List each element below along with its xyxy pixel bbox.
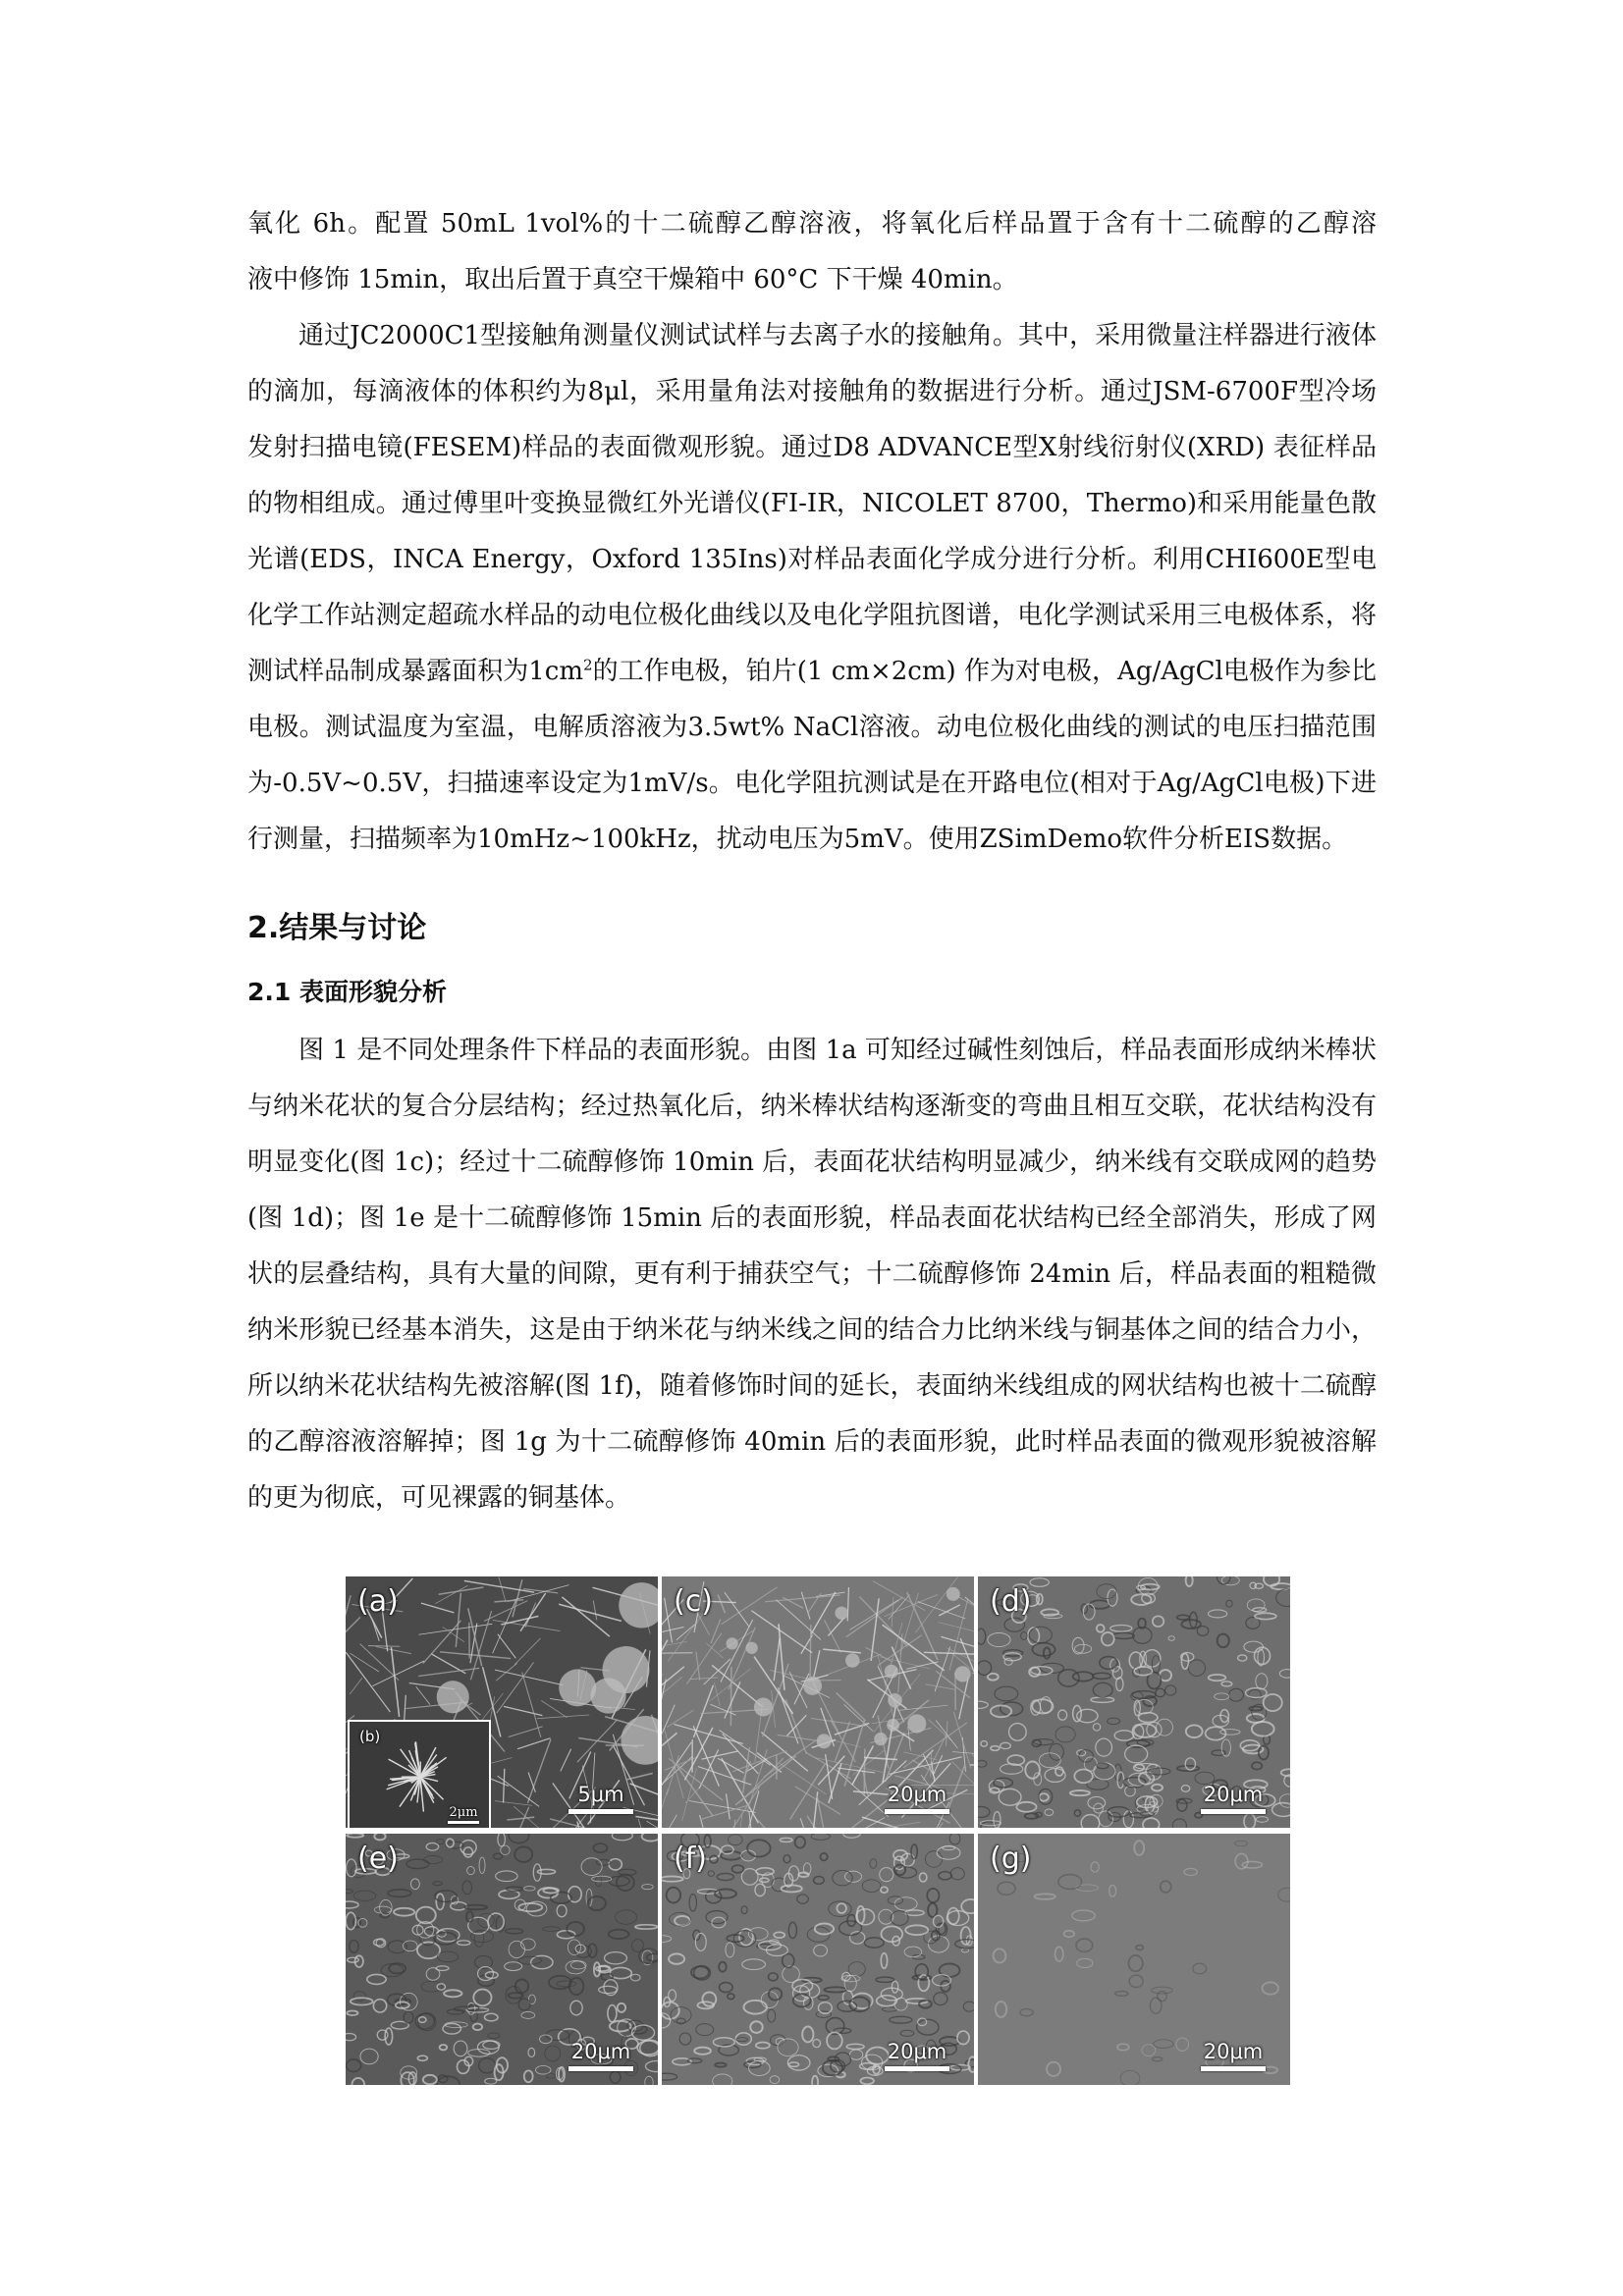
scale-line-a	[568, 1809, 633, 1814]
sem-panel-d	[978, 1576, 1290, 1828]
panel-label-d: (d)	[990, 1584, 1032, 1619]
scale-text-a: 5μm	[577, 1783, 624, 1806]
sem-panel-f	[662, 1834, 974, 2085]
sem-panel-g	[978, 1834, 1290, 2085]
scale-text-g: 20μm	[1203, 2040, 1264, 2063]
results-paragraph: 图 1 是不同处理条件下样品的表面形貌。由图 1a 可知经过碱性刻蚀后，样品表面形成纳米棒状与纳米花状的复合分层结构；经过热氧化后，纳米棒状结构逐渐变的弯曲且相互交联，花状结构没有明显变化(图 1c)；经过十二硫醇修饰 10min 后，表面花状结构明显减少，纳米线有交联成网的趋势(图 1d)；图 1e 是十二硫醇修饰 15min 后的表面形貌，样品表面花状结构已经全部消失，形成了网状的层叠结构，具有大量的间隙，更有利于捕获空气；十二硫醇修饰 24min 后，样品表面的粗糙微纳米形貌已经基本消失，这是由于纳米花与纳米线之间的结合力比纳米线与铜基体之间的结合力小，所以纳米花状结构先被溶解(图 1f)，随着修饰时间的延长，表面纳米线组成的网状结构也被十二硫醇的乙醇溶液溶解掉；图 1g 为十二硫醇修饰 40min 后的表面形貌，此时样品表面的微观形貌被溶解的更为彻底，可见裸露的铜基体。	[247, 1036, 1377, 1513]
scale-bar-f	[878, 2040, 956, 2071]
methods-text-b: 的工作电极，铂片(1 cm×2cm) 作为对电极，Ag/AgCl电极作为参比电极。测试温度为室温，电解质溶液为3.5wt% NaCl溶液。动电位极化曲线的测试的电压扫描范围为-0.5V~0.5V，扫描速率设定为1mV/s。电化学阻抗测试是在开路电位(相对于Ag/AgCl电极)下进行测量，扫描频率为10mHz~100kHz，扰动电压为5mV。使用ZSimDemo软件分析EIS数据。	[247, 657, 1377, 854]
paragraph-3	[247, 1023, 1377, 1526]
scale-line-b	[448, 1821, 479, 1824]
scale-text-d: 20μm	[1203, 1783, 1264, 1806]
methods-text-a: 通过JC2000C1型接触角测量仪测试试样与去离子水的接触角。其中，采用微量注样器进行液体的滴加，每滴液体的体积约为8μl，采用量角法对接触角的数据进行分析。通过JSM-6700F型冷场发射扫描电镜(FESEM)样品的表面微观形貌。通过D8 ADVANCE型X射线衍射仪(XRD) 表征样品的物相组成。通过傅里叶变换显微红外光谱仪(FI-IR，NICOLET 8700，Thermo)和采用能量色散光谱(EDS，INCA Energy，Oxford 135Ins)对样品表面化学成分进行分析。利用CHI600E型电化学工作站测定超疏水样品的动电位极化曲线以及电化学阻抗图谱，电化学测试采用三电极体系，将测试样品制成暴露面积为1cm	[247, 321, 1377, 686]
paragraph-1-line-1: 氧化 6h。配置 50mL 1vol%的十二硫醇乙醇溶液，将氧化后样品置于含有十二硫醇的乙醇溶	[247, 209, 1377, 239]
panel-label-a: (a)	[357, 1584, 399, 1619]
paragraph-2	[247, 308, 1377, 868]
area-unit-superscript: 2	[583, 656, 593, 674]
section-title: 2.结果与讨论	[247, 911, 427, 945]
scale-text-e: 20μm	[570, 2040, 631, 2063]
paragraph-1	[247, 196, 1377, 308]
panel-label-c: (c)	[674, 1584, 713, 1619]
scale-text-f: 20μm	[887, 2040, 947, 2063]
subsection-heading	[247, 975, 1377, 1010]
sem-figure	[346, 1576, 1290, 2085]
scale-line-e	[568, 2066, 633, 2071]
section-heading	[247, 909, 1377, 948]
paragraph-1-line-2: 液中修饰 15min，取出后置于真空干燥箱中 60°C 下干燥 40min。	[247, 265, 1018, 294]
scale-bar-b	[444, 1806, 483, 1824]
panel-label-g: (g)	[990, 1842, 1032, 1876]
sem-inset-b	[348, 1720, 491, 1828]
scale-line-d	[1201, 1809, 1266, 1814]
sem-panel-a	[346, 1576, 658, 1828]
scale-text-b: 2μm	[449, 1805, 478, 1820]
sem-panel-c	[662, 1576, 974, 1828]
scale-bar-c	[878, 1783, 956, 1814]
panel-label-f: (f)	[674, 1842, 707, 1876]
scale-line-f	[885, 2066, 949, 2071]
sem-panel-e	[346, 1834, 658, 2085]
scale-line-g	[1201, 2066, 1266, 2071]
panel-label-b: (b)	[359, 1728, 381, 1745]
scale-bar-e	[562, 2040, 640, 2071]
scale-line-c	[885, 1809, 949, 1814]
methods-paragraph	[247, 308, 1377, 868]
subsection-title: 2.1 表面形貌分析	[247, 978, 447, 1006]
scale-bar-g	[1194, 2040, 1272, 2071]
scale-text-c: 20μm	[887, 1783, 947, 1806]
panel-label-e: (e)	[357, 1842, 399, 1876]
scale-bar-a	[562, 1783, 640, 1814]
scale-bar-d	[1194, 1783, 1272, 1814]
